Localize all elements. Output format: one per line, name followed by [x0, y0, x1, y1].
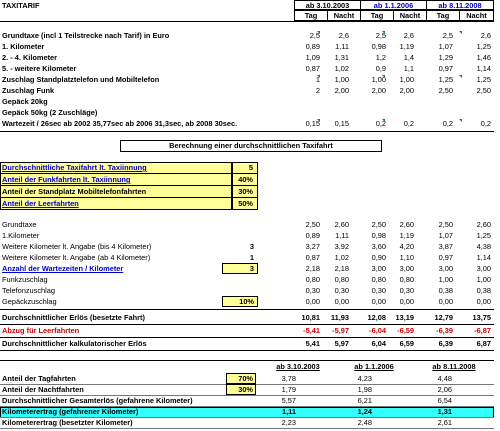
- tariff-value-cell[interactable]: 2,00: [371, 86, 386, 95]
- bottom-period-header[interactable]: ab 8.11.2008: [432, 362, 476, 371]
- tariff-row-label: Gepäck 20kg: [2, 97, 48, 106]
- calc-value-cell[interactable]: 3,00: [399, 264, 414, 273]
- tariff-row-label: Wartezeit / 26sec ab 2002 35,77sec ab 2006 31,3sec, ab 2008 30sec.: [2, 119, 238, 128]
- period-header-2008[interactable]: ab 8.11.2008: [426, 0, 494, 10]
- period-header-2006[interactable]: ab 1.1.2006: [360, 0, 426, 10]
- calc-value-cell[interactable]: 2,18: [334, 264, 349, 273]
- tariff-value-cell[interactable]: [423, 97, 453, 106]
- bottom-value-cell[interactable]: 4,48: [437, 374, 452, 383]
- tariff-value-cell[interactable]: 0,2: [480, 119, 491, 128]
- tariff-row-label: 1. Kilometer: [2, 42, 45, 51]
- bottom-row-label: Kilometerertrag (gefahrener Kilometer): [2, 407, 139, 416]
- calc-row-label: Funkzuschlag: [2, 275, 48, 284]
- sum-value-cell[interactable]: 6,87: [476, 339, 491, 348]
- calc-value-cell[interactable]: 1,14: [476, 253, 491, 262]
- tariff-row-label: 2. - 4. Kilometer: [2, 53, 58, 62]
- calc-value-cell[interactable]: 0,30: [334, 286, 349, 295]
- subheader-tag: Tag: [426, 10, 459, 21]
- calc-value-cell[interactable]: 0,80: [371, 275, 386, 284]
- comment-marker-icon: [382, 31, 385, 34]
- calc-value-cell[interactable]: 0,30: [399, 286, 414, 295]
- sum-value-cell[interactable]: -6,39: [436, 326, 453, 335]
- tariff-value-cell[interactable]: [319, 97, 349, 106]
- calc-value-cell[interactable]: 0,00: [399, 297, 414, 306]
- comment-marker-icon: [382, 119, 385, 122]
- tariff-value-cell[interactable]: 2,5: [309, 31, 320, 40]
- tariff-value-cell[interactable]: 0,15: [334, 119, 349, 128]
- bottom-value-cell[interactable]: 6,21: [357, 396, 372, 405]
- comment-marker-icon: [317, 75, 320, 78]
- tariff-value-cell[interactable]: 1,02: [334, 64, 349, 73]
- calc-value-cell[interactable]: 2,60: [334, 220, 349, 229]
- bottom-value-cell[interactable]: 2,06: [437, 385, 452, 394]
- sum-value-cell[interactable]: -6,04: [369, 326, 386, 335]
- bottom-value-cell[interactable]: 1,31: [437, 407, 452, 416]
- sum-value-cell[interactable]: 11,93: [330, 313, 349, 322]
- tariff-value-cell[interactable]: 1,25: [476, 75, 491, 84]
- bottom-value-cell[interactable]: 1,11: [282, 407, 296, 416]
- tariff-value-cell[interactable]: [461, 108, 491, 117]
- tariff-value-cell[interactable]: 2,00: [334, 86, 349, 95]
- bottom-value-cell[interactable]: 4,23: [357, 374, 372, 383]
- input-value-field[interactable]: 5: [248, 163, 253, 172]
- input-label[interactable]: Anteil der Funkfahrten lt. Taxiinnung: [2, 175, 131, 184]
- tariff-value-cell[interactable]: 0,9: [375, 64, 386, 73]
- sum-row-label: Durchschnittlicher Erlös (besetzte Fahrt): [2, 313, 145, 322]
- calc-value-cell[interactable]: 0,00: [438, 297, 453, 306]
- tariff-divider: [0, 131, 494, 132]
- tariff-value-cell[interactable]: 0,97: [438, 64, 453, 73]
- input-label[interactable]: Durchschnittliche Taxifahrt lt. Taxiinnung: [2, 163, 147, 172]
- calc-value-cell[interactable]: 3,00: [438, 264, 453, 273]
- tariff-value-cell[interactable]: 0,98: [371, 42, 386, 51]
- input-value-field[interactable]: 40%: [238, 175, 253, 184]
- calc-row-label: Grundtaxe: [2, 220, 37, 229]
- tariff-value-cell[interactable]: [384, 108, 414, 117]
- calc-value-cell[interactable]: 0,87: [305, 253, 320, 262]
- bottom-period-header[interactable]: ab 1.1.2006: [354, 362, 394, 371]
- bottom-value-cell[interactable]: 6,54: [437, 396, 452, 405]
- tariff-value-cell[interactable]: 1,07: [438, 42, 453, 51]
- tariff-value-cell[interactable]: [356, 108, 386, 117]
- tariff-value-cell[interactable]: [384, 97, 414, 106]
- calc-param-field[interactable]: 10%: [239, 297, 254, 306]
- tariff-row-label: 5. - weitere Kilometer: [2, 64, 77, 73]
- tariff-value-cell[interactable]: 2,6: [480, 31, 491, 40]
- sum-row-label: Durchschnittlicher kalkulatorischer Erlös: [2, 339, 147, 348]
- calc-value-cell[interactable]: 0,30: [305, 286, 320, 295]
- comment-marker-icon: [382, 75, 385, 78]
- sum-value-cell[interactable]: 6,04: [371, 339, 386, 348]
- calc-value-cell[interactable]: 2,60: [399, 220, 414, 229]
- calc-value-cell[interactable]: 1,19: [399, 231, 414, 240]
- input-row-line: [0, 173, 258, 174]
- calc-value-cell[interactable]: 4,20: [399, 242, 414, 251]
- comment-marker-icon: [459, 31, 462, 34]
- bottom-value-cell[interactable]: 3,78: [281, 374, 296, 383]
- tariff-row-label: Zuschlag Standplatztelefon und Mobiltelefon: [2, 75, 160, 84]
- tariff-value-cell[interactable]: 1,09: [305, 53, 320, 62]
- tariff-value-cell[interactable]: 0,89: [305, 42, 320, 51]
- sum-value-cell[interactable]: 10,81: [301, 313, 320, 322]
- calc-value-cell[interactable]: 3,87: [438, 242, 453, 251]
- tariff-value-cell[interactable]: 0,2: [375, 119, 386, 128]
- bottom-value-cell[interactable]: 2,61: [437, 418, 452, 427]
- section-title: [120, 140, 382, 152]
- tariff-value-cell[interactable]: 0,15: [305, 119, 320, 128]
- calc-row-label: Gepäckzuschlag: [2, 297, 57, 306]
- sum-row-line: [0, 324, 494, 325]
- comment-marker-icon: [317, 119, 320, 122]
- tariff-value-cell[interactable]: 2,5: [442, 31, 453, 40]
- calc-row-label: Weitere Kilometer lt. Angabe (ab 4 Kilometer): [2, 253, 151, 262]
- input-row-line: [0, 197, 258, 198]
- tariff-value-cell[interactable]: [290, 108, 320, 117]
- sum-value-cell[interactable]: -5,41: [303, 326, 320, 335]
- tariff-value-cell[interactable]: 1,46: [476, 53, 491, 62]
- tariff-value-cell[interactable]: 1,11: [335, 42, 349, 51]
- calc-value-cell[interactable]: 3,27: [305, 242, 320, 251]
- tariff-value-cell[interactable]: 1,00: [371, 75, 386, 84]
- calc-row-label: 1.Kilometer: [2, 231, 40, 240]
- calc-value-cell[interactable]: 0,38: [476, 286, 491, 295]
- tariff-value-cell[interactable]: [423, 108, 453, 117]
- bottom-value-cell[interactable]: 1,98: [357, 385, 372, 394]
- period-header-2003[interactable]: ab 3.10.2003: [294, 0, 360, 10]
- bottom-divider: [0, 360, 494, 361]
- calc-row-label[interactable]: Anzahl der Wartezeiten / Kilometer: [2, 264, 124, 273]
- tariff-value-cell[interactable]: 1,2: [375, 53, 386, 62]
- input-label: Anteil der Standplatz Mobiltelefonfahrten: [2, 187, 147, 196]
- calc-value-cell[interactable]: 0,30: [371, 286, 386, 295]
- section-title-text: Berechnung einer durchschnittlichen Taxifahrt: [169, 141, 333, 150]
- calc-param-field[interactable]: 3: [249, 264, 254, 273]
- calc-param-field[interactable]: 1: [249, 253, 254, 262]
- input-row-line: [0, 185, 258, 186]
- tariff-value-cell[interactable]: 2,00: [399, 86, 414, 95]
- tariff-value-cell[interactable]: [290, 97, 320, 106]
- sum-value-cell[interactable]: -6,87: [474, 326, 491, 335]
- calc-value-cell[interactable]: 1,25: [476, 231, 491, 240]
- tariff-value-cell[interactable]: 1,1: [403, 64, 414, 73]
- tariff-value-cell[interactable]: 2,6: [403, 31, 414, 40]
- sum-value-cell[interactable]: 13,19: [395, 313, 414, 322]
- tariff-row-label: Zuschlag Funk: [2, 86, 55, 95]
- comment-marker-icon: [317, 31, 320, 34]
- bottom-row-line: [0, 428, 494, 429]
- tariff-row-label: Grundtaxe (incl 1 Teilstrecke nach Tarif) in Euro: [2, 31, 170, 40]
- tariff-value-cell[interactable]: 1,19: [399, 42, 414, 51]
- subheader-tag: Tag: [360, 10, 393, 21]
- calc-value-cell[interactable]: 0,97: [438, 253, 453, 262]
- calc-value-cell[interactable]: 2,50: [305, 220, 320, 229]
- calc-value-cell[interactable]: 1,00: [476, 275, 491, 284]
- tariff-value-cell[interactable]: 2,50: [438, 86, 453, 95]
- calc-value-cell[interactable]: 0,80: [305, 275, 320, 284]
- calc-value-cell[interactable]: 0,00: [334, 297, 349, 306]
- calc-value-cell[interactable]: 2,60: [476, 220, 491, 229]
- calc-value-cell[interactable]: 0,80: [399, 275, 414, 284]
- sum-row-line: [0, 337, 494, 338]
- calc-value-cell[interactable]: 0,80: [334, 275, 349, 284]
- bottom-row-label: Anteil der Nachtfahrten: [2, 385, 84, 394]
- calc-divider: [0, 309, 494, 310]
- calc-value-cell[interactable]: 2,50: [371, 220, 386, 229]
- sum-value-cell[interactable]: 5,97: [334, 339, 349, 348]
- sum-value-cell[interactable]: 6,59: [399, 339, 414, 348]
- calc-value-cell[interactable]: 0,90: [371, 253, 386, 262]
- subheader-nacht: Nacht: [393, 10, 426, 21]
- calc-value-cell[interactable]: 2,50: [438, 220, 453, 229]
- calc-value-cell[interactable]: 0,00: [476, 297, 491, 306]
- bottom-value-cell[interactable]: 1,24: [357, 407, 372, 416]
- bottom-value-cell[interactable]: 2,23: [281, 418, 296, 427]
- input-value-field[interactable]: 30%: [238, 187, 253, 196]
- bottom-row-label: Durchschnittlicher Gesamterlös (gefahrene Kilometer): [2, 396, 193, 405]
- tariff-value-cell[interactable]: 0,2: [403, 119, 414, 128]
- sum-value-cell[interactable]: 6,39: [438, 339, 453, 348]
- sum-value-cell[interactable]: 12,79: [434, 313, 453, 322]
- bottom-value-cell[interactable]: 2,48: [357, 418, 372, 427]
- sum-value-cell[interactable]: 13,75: [472, 313, 491, 322]
- bottom-value-cell[interactable]: 5,57: [281, 396, 296, 405]
- tariff-value-cell[interactable]: 0,87: [305, 64, 320, 73]
- calc-value-cell[interactable]: 4,38: [476, 242, 491, 251]
- sum-row-line: [0, 350, 494, 351]
- tariff-value-cell[interactable]: 1,4: [403, 53, 414, 62]
- sheet-title: TAXITARIF: [2, 1, 40, 10]
- tariff-value-cell[interactable]: [461, 97, 491, 106]
- tariff-row-label: Gepäck 50kg (2 Zuschläge): [2, 108, 98, 117]
- calc-value-cell[interactable]: 1,02: [334, 253, 349, 262]
- calc-row-label: Weitere Kilometer lt. Angabe (bis 4 Kilometer): [2, 242, 152, 251]
- bottom-row-label: Anteil der Tagfahrten: [2, 374, 76, 383]
- tariff-value-cell[interactable]: 1,31: [334, 53, 349, 62]
- tariff-value-cell[interactable]: 1,25: [476, 42, 491, 51]
- sum-value-cell[interactable]: 12,08: [367, 313, 386, 322]
- tariff-value-cell[interactable]: 0,2: [442, 119, 453, 128]
- calc-param-field[interactable]: 3: [249, 242, 254, 251]
- bottom-value-cell[interactable]: 1,79: [281, 385, 296, 394]
- bottom-row-label: Kilometerertrag (besetzter Kilometer): [2, 418, 133, 427]
- subheader-tag: Tag: [294, 10, 327, 21]
- input-label[interactable]: Anteil der Leerfahrten: [2, 199, 79, 208]
- calc-value-cell[interactable]: 3,92: [334, 242, 349, 251]
- calc-value-cell[interactable]: 1,00: [438, 275, 453, 284]
- tariff-value-cell[interactable]: [356, 97, 386, 106]
- bottom-period-header[interactable]: ab 3.10.2003: [276, 362, 320, 371]
- sum-value-cell[interactable]: -5,97: [332, 326, 349, 335]
- tariff-value-cell[interactable]: 1,00: [334, 75, 349, 84]
- calc-value-cell[interactable]: 2,18: [305, 264, 320, 273]
- sum-value-cell[interactable]: 5,41: [305, 339, 320, 348]
- subheader-nacht: Nacht: [459, 10, 494, 21]
- sum-row-label: Abzug für Leerfahrten: [2, 326, 80, 335]
- tariff-value-cell[interactable]: 1,00: [399, 75, 414, 84]
- tariff-value-cell[interactable]: 1: [315, 75, 320, 84]
- tariff-value-cell[interactable]: 2,6: [338, 31, 349, 40]
- sum-value-cell[interactable]: -6,59: [397, 326, 414, 335]
- calc-value-cell[interactable]: 1,10: [399, 253, 414, 262]
- input-value-field[interactable]: 50%: [238, 199, 253, 208]
- tariff-value-cell[interactable]: 1,29: [438, 53, 453, 62]
- calc-value-cell[interactable]: 0,98: [371, 231, 386, 240]
- bottom-param-field[interactable]: 30%: [238, 385, 253, 394]
- calc-value-cell[interactable]: 0,89: [305, 231, 320, 240]
- tariff-value-cell[interactable]: [319, 108, 349, 117]
- comment-marker-icon: [459, 75, 462, 78]
- calc-value-cell[interactable]: 1,07: [438, 231, 453, 240]
- tariff-value-cell[interactable]: 1,25: [438, 75, 453, 84]
- calc-value-cell[interactable]: 3,60: [371, 242, 386, 251]
- calc-value-cell[interactable]: 0,00: [305, 297, 320, 306]
- calc-value-cell[interactable]: 0,38: [438, 286, 453, 295]
- tariff-value-cell[interactable]: 2: [315, 86, 320, 95]
- comment-marker-icon: [459, 119, 462, 122]
- tariff-value-cell[interactable]: 2,50: [476, 86, 491, 95]
- header-divider: [0, 21, 494, 22]
- calc-value-cell[interactable]: 3,00: [476, 264, 491, 273]
- calc-row-label: Telefonzuschlag: [2, 286, 56, 295]
- bottom-param-field[interactable]: 70%: [238, 374, 253, 383]
- calc-value-cell[interactable]: 0,00: [371, 297, 386, 306]
- subheader-nacht: Nacht: [327, 10, 360, 21]
- tariff-value-cell[interactable]: 2,5: [375, 31, 386, 40]
- tariff-value-cell[interactable]: 1,14: [476, 64, 491, 73]
- calc-value-cell[interactable]: 3,00: [371, 264, 386, 273]
- calc-value-cell[interactable]: 1,11: [335, 231, 349, 240]
